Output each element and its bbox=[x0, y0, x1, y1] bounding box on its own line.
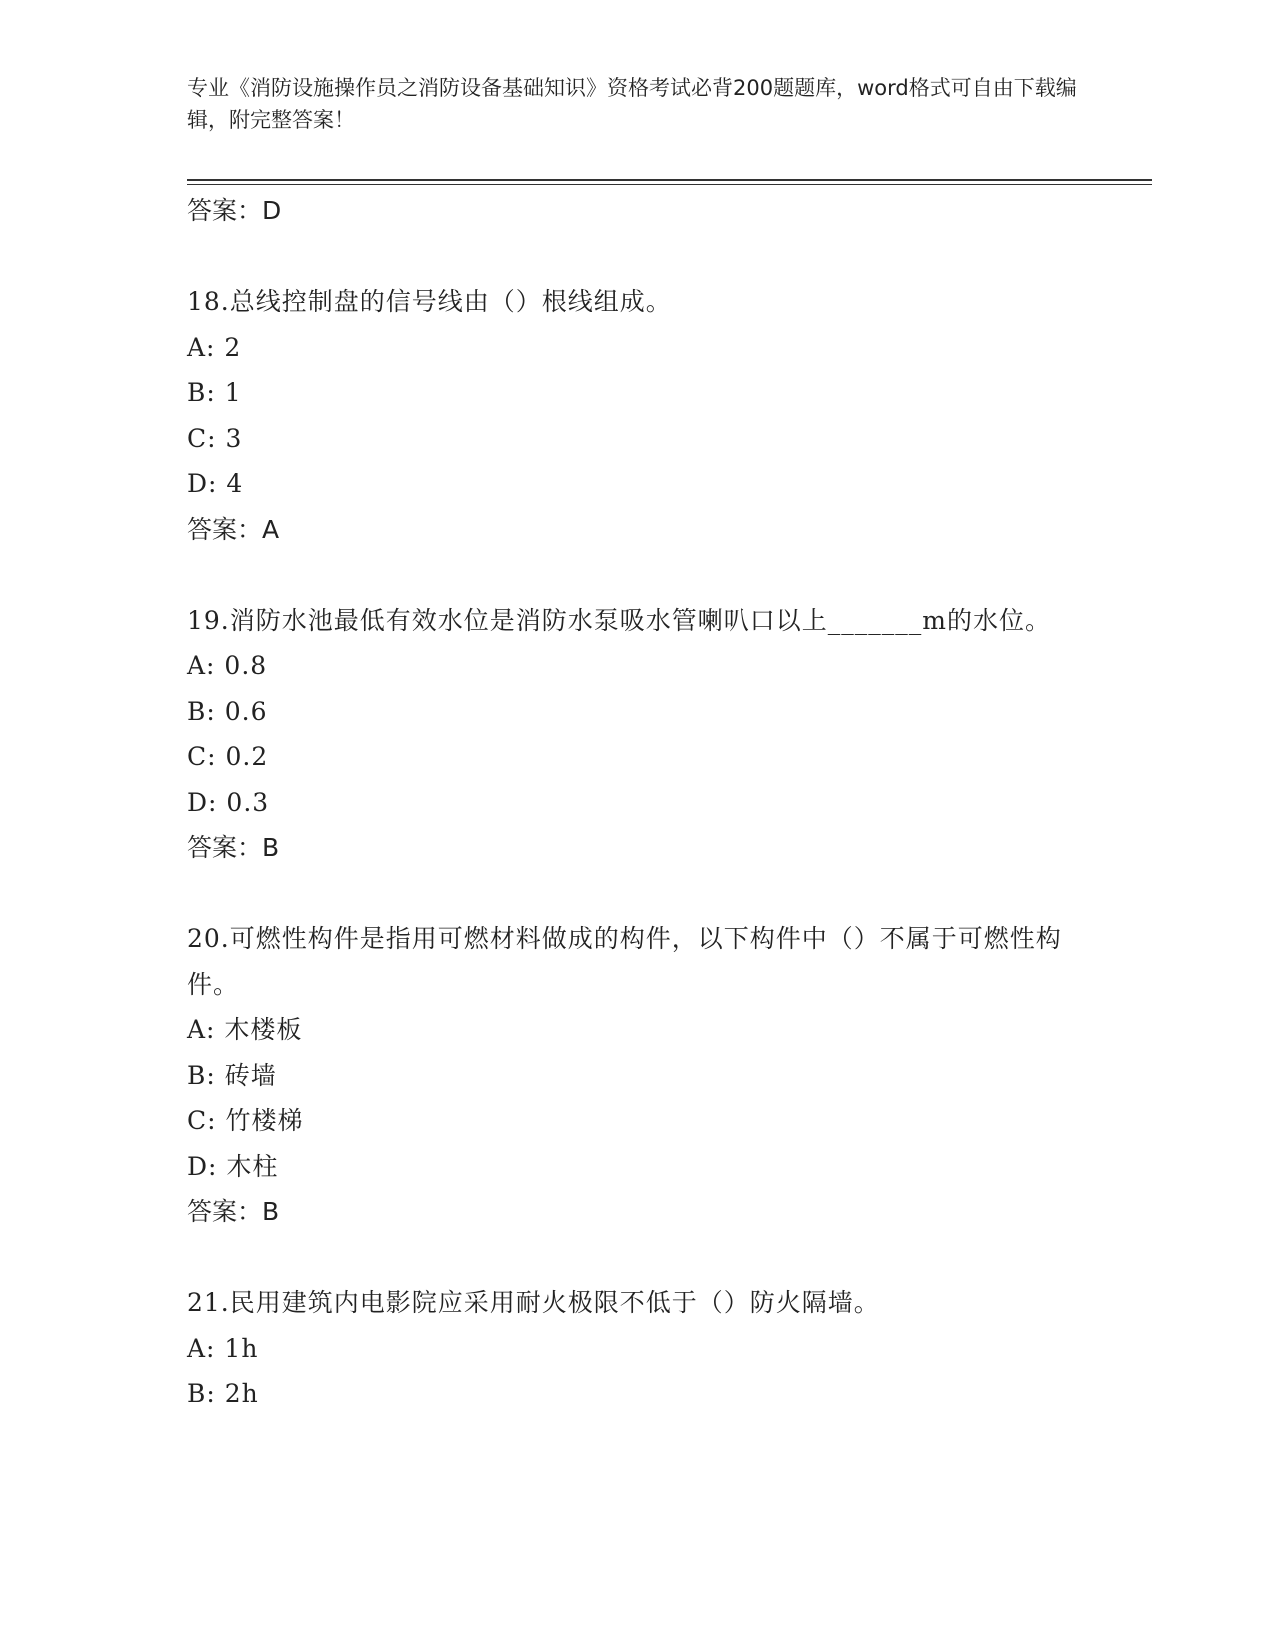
spacer bbox=[187, 234, 1087, 280]
option-b: B: 砖墙 bbox=[187, 1060, 277, 1090]
answer-label: 答案：D bbox=[187, 196, 282, 225]
option-a: A: 木楼板 bbox=[187, 1015, 303, 1044]
page-header-title: 专业《消防设施操作员之消防设备基础知识》资格考试必背200题题库，word格式可自由下载编辑，附完整答案！ bbox=[187, 76, 1077, 132]
option-d: D: 木柱 bbox=[187, 1151, 279, 1181]
option-b: B: 2h bbox=[187, 1379, 259, 1408]
question-text: 18.总线控制盘的信号线由（）根线组成。 bbox=[187, 287, 672, 316]
option-a: A: 0.8 bbox=[187, 651, 268, 680]
spacer bbox=[187, 1235, 1087, 1281]
answer-label: 答案：A bbox=[187, 514, 280, 544]
header-divider-thin bbox=[187, 184, 1152, 185]
option-a: A: 1h bbox=[187, 1333, 259, 1363]
option-a: A: 2 bbox=[187, 332, 242, 362]
option-d: D: 0.3 bbox=[187, 787, 270, 817]
answer-label: 答案：B bbox=[187, 833, 280, 862]
option-c: C: 3 bbox=[187, 423, 243, 453]
question-text: 19.消防水池最低有效水位是消防水泵吸水管喇叭口以上_______m的水位。 bbox=[187, 605, 1051, 635]
option-b: B: 1 bbox=[187, 378, 242, 407]
spacer bbox=[187, 552, 1087, 598]
question-text: 21.民用建筑内电影院应采用耐火极限不低于（）防火隔墙。 bbox=[187, 1288, 880, 1317]
question-list bbox=[187, 188, 1087, 1417]
question-text: 20.可燃性构件是指用可燃材料做成的构件，以下构件中（）不属于可燃性构件。 bbox=[187, 924, 1062, 999]
option-c: C: 竹楼梯 bbox=[187, 1106, 304, 1135]
header-divider-thick bbox=[187, 179, 1152, 181]
option-b: B: 0.6 bbox=[187, 696, 268, 726]
option-c: C: 0.2 bbox=[187, 742, 269, 771]
answer-label: 答案：B bbox=[187, 1197, 280, 1226]
option-d: D: 4 bbox=[187, 469, 244, 498]
spacer bbox=[187, 871, 1087, 917]
